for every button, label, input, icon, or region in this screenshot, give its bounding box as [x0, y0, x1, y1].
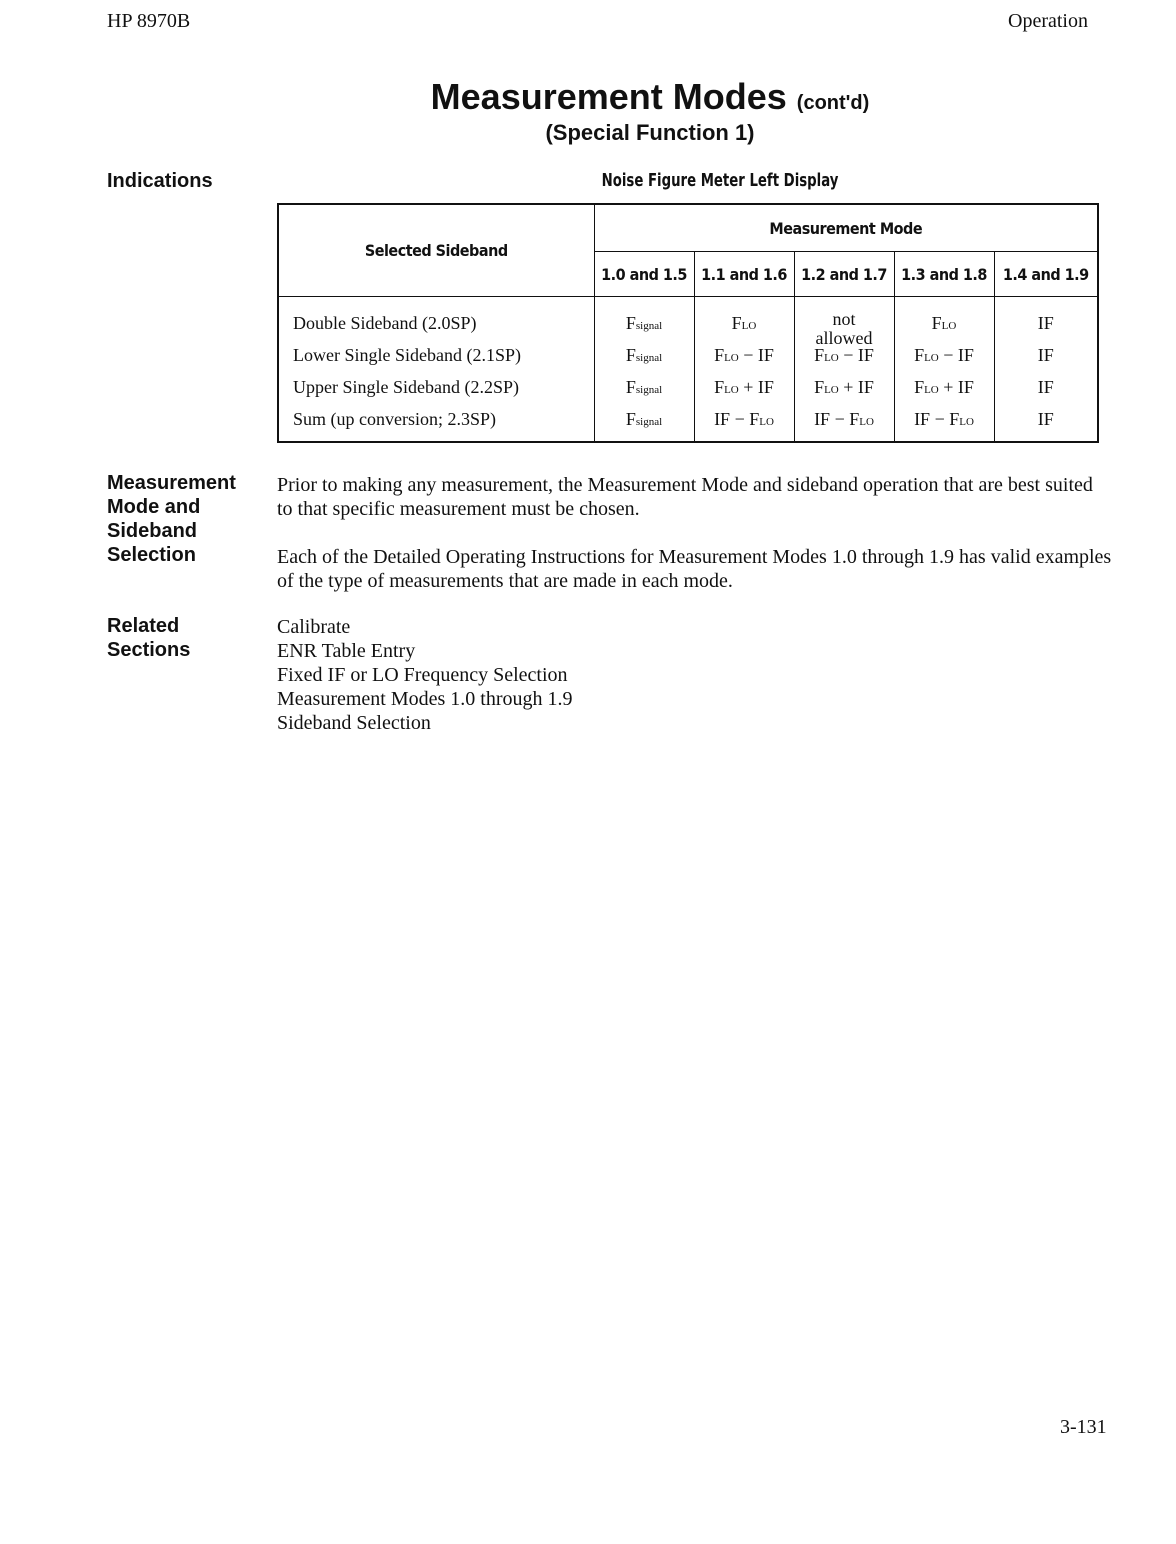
- if-symbol: IF: [957, 377, 974, 397]
- left-display-table: [277, 203, 1099, 443]
- paragraph-detailed-instructions: Each of the Detailed Operating Instructions for Measurement Modes 1.0 through 1.9 has valid examples of the type of measurements that are made in each mode.: [277, 546, 1112, 592]
- if-symbol: IF: [1037, 409, 1054, 429]
- table-cell: [595, 371, 694, 403]
- if-symbol: IF: [757, 377, 774, 397]
- if-symbol: IF: [757, 345, 774, 365]
- selected-sideband-header: Selected Sideband: [278, 204, 594, 297]
- related-sections-label: [107, 614, 267, 662]
- sideband-label: Lower Single Sideband (2.1SP): [293, 345, 521, 365]
- table-cell: [995, 307, 1098, 339]
- f-symbol: F: [625, 313, 636, 333]
- if-symbol: IF: [714, 409, 731, 429]
- mode-value-column: [794, 297, 894, 443]
- table-cell: [695, 371, 794, 403]
- table-cell: [795, 371, 894, 403]
- table-cell: [995, 339, 1098, 371]
- table-cell: [895, 307, 994, 339]
- f-symbol: F: [714, 377, 725, 397]
- if-symbol: IF: [1037, 377, 1054, 397]
- header-model: HP 8970B: [107, 10, 191, 32]
- table-cell: [795, 339, 894, 371]
- operator: −: [930, 409, 950, 429]
- f-symbol: F: [625, 345, 636, 365]
- table-cell: [595, 307, 694, 339]
- lo-subscript: LO: [959, 416, 974, 428]
- lo-subscript: LO: [824, 384, 839, 396]
- page-subtitle: (Special Function 1): [545, 120, 755, 145]
- mode-value-column: [594, 297, 694, 443]
- mode-column-header: 1.2 and 1.7: [794, 252, 894, 297]
- f-symbol: F: [814, 377, 825, 397]
- indications-label: Indications: [107, 170, 213, 192]
- operator: +: [938, 377, 958, 397]
- table-cell: [695, 403, 794, 435]
- mode-column-header: 1.3 and 1.8: [894, 252, 994, 297]
- f-symbol: F: [949, 409, 960, 429]
- if-symbol: IF: [814, 409, 831, 429]
- related-item-fixed-if-lo: Fixed IF or LO Frequency Selection: [277, 664, 568, 686]
- lo-subscript: LO: [824, 352, 839, 364]
- label-line: Related: [107, 615, 180, 637]
- table-cell: [895, 339, 994, 371]
- if-symbol: IF: [957, 345, 974, 365]
- page-title-contd: (cont'd): [796, 92, 870, 114]
- related-item-enr-table-entry: ENR Table Entry: [277, 640, 416, 662]
- mode-column-header: 1.4 and 1.9: [994, 252, 1098, 297]
- signal-subscript: signal: [635, 352, 663, 364]
- operator: −: [938, 345, 958, 365]
- table-cell: [895, 403, 994, 435]
- sideband-column: [278, 297, 594, 443]
- sideband-label: Double Sideband (2.0SP): [293, 313, 477, 333]
- page-title-text: Measurement Modes: [430, 76, 787, 117]
- f-symbol: F: [849, 409, 860, 429]
- lo-subscript: LO: [724, 352, 739, 364]
- paragraph-prior-measurement: Prior to making any measurement, the Measurement Mode and sideband operation that are best suited to that specific measurement must be chosen.: [277, 474, 1093, 520]
- f-symbol: F: [914, 377, 925, 397]
- if-symbol: IF: [1037, 313, 1054, 333]
- signal-subscript: signal: [635, 384, 663, 396]
- f-symbol: F: [625, 409, 636, 429]
- label-line: Measurement: [107, 472, 236, 494]
- lo-subscript: LO: [759, 416, 774, 428]
- related-item-calibrate: Calibrate: [277, 616, 351, 638]
- page-number: 3-131: [1060, 1416, 1107, 1438]
- related-item-measurement-modes: Measurement Modes 1.0 through 1.9: [277, 688, 573, 710]
- table-cell: [595, 403, 694, 435]
- table-cell: [695, 307, 794, 339]
- table-cell: [995, 371, 1098, 403]
- operator: +: [838, 377, 858, 397]
- signal-subscript: signal: [635, 320, 663, 332]
- table-cell: [595, 339, 694, 371]
- lo-subscript: LO: [741, 320, 757, 332]
- mode-value-column: [894, 297, 994, 443]
- f-symbol: F: [731, 313, 742, 333]
- lo-subscript: LO: [941, 320, 957, 332]
- f-symbol: F: [625, 377, 636, 397]
- table-cell: [795, 307, 894, 348]
- mode-sideband-selection-label: [107, 471, 267, 567]
- if-symbol: IF: [914, 409, 931, 429]
- sideband-label: Sum (up conversion; 2.3SP): [293, 409, 497, 429]
- table-cell: [695, 339, 794, 371]
- label-line: Mode and: [107, 496, 201, 518]
- sideband-label: Upper Single Sideband (2.2SP): [293, 377, 519, 397]
- table-cell: [995, 403, 1098, 435]
- f-symbol: F: [914, 345, 925, 365]
- table-caption: Noise Figure Meter Left Display: [601, 170, 839, 191]
- if-symbol: IF: [1037, 345, 1054, 365]
- operator: −: [838, 345, 858, 365]
- if-symbol: IF: [857, 345, 874, 365]
- label-line: Selection: [107, 544, 196, 566]
- table-cell: [795, 403, 894, 435]
- if-symbol: IF: [857, 377, 874, 397]
- mode-value-column: [994, 297, 1098, 443]
- mode-column-header: 1.1 and 1.6: [694, 252, 794, 297]
- f-symbol: F: [931, 313, 942, 333]
- operator: +: [738, 377, 758, 397]
- f-symbol: F: [749, 409, 760, 429]
- table-cell: [895, 371, 994, 403]
- table-body: [278, 297, 1098, 443]
- mode-value-column: [694, 297, 794, 443]
- related-sections-list: [277, 615, 573, 735]
- operator: −: [830, 409, 850, 429]
- label-line: Sideband: [107, 520, 198, 542]
- allowed-text: allowed: [815, 328, 873, 348]
- lo-subscript: LO: [924, 352, 939, 364]
- page-title: [380, 76, 920, 118]
- mode-column-header: 1.0 and 1.5: [594, 252, 694, 297]
- operator: −: [730, 409, 750, 429]
- f-symbol: F: [714, 345, 725, 365]
- related-item-sideband-selection: Sideband Selection: [277, 712, 431, 734]
- not-text: not: [832, 309, 856, 329]
- header-section: Operation: [1008, 10, 1088, 32]
- lo-subscript: LO: [724, 384, 739, 396]
- label-line: Sections: [107, 639, 191, 661]
- f-symbol: F: [814, 345, 825, 365]
- lo-subscript: LO: [859, 416, 874, 428]
- lo-subscript: LO: [924, 384, 939, 396]
- measurement-mode-header: Measurement Mode: [594, 204, 1098, 252]
- operator: −: [738, 345, 758, 365]
- signal-subscript: signal: [635, 416, 663, 428]
